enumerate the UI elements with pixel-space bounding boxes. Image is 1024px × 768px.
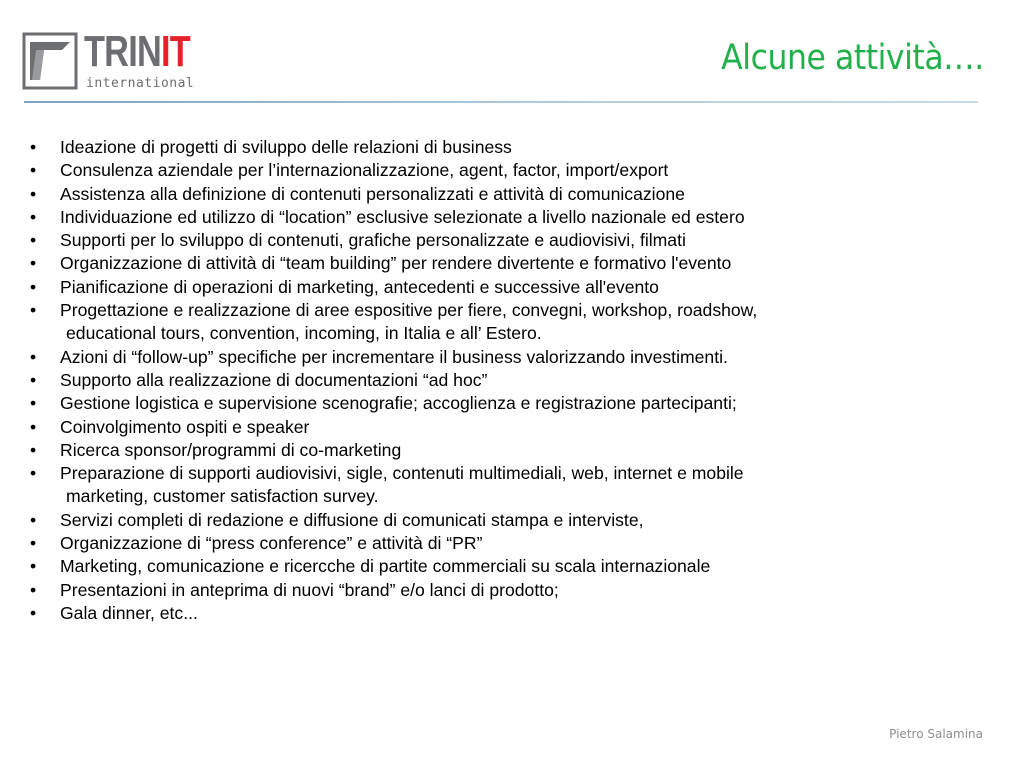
list-item-text-continued: marketing, customer satisfaction survey. [66,486,379,507]
list-item-text: Assistenza alla definizione di contenuti personalizzati e attività di comunicazione [60,183,685,204]
list-item [30,462,990,509]
list-item-text: Azioni di “follow-up” specifiche per incrementare il business valorizzando investimenti. [60,346,728,367]
list-item [30,532,990,555]
list-item-text: Preparazione di supporti audiovisivi, sigle, contenuti multimediali, web, internet e mobile [60,463,744,484]
list-item [30,369,990,392]
list-item-text: Ideazione di progetti di sviluppo delle relazioni di business [60,137,512,157]
bullet-icon: • [30,230,37,251]
trinit-logo-icon [22,32,78,90]
bullet-icon: • [30,416,37,437]
bullet-icon: • [30,439,37,460]
list-item-text: Progettazione e realizzazione di aree espositive per fiere, convegni, workshop, roadshow, [60,300,758,321]
list-item [30,416,990,439]
list-item [30,392,990,415]
list-item-text: Marketing, comunicazione e ricercche di partite commerciali su scala internazionale [60,556,711,577]
list-item [30,276,990,299]
list-item-text: Individuazione ed utilizzo di “location” esclusive selezionate a livello nazionale ed estero [60,206,745,227]
list-item [30,346,990,369]
page-title: Alcune attività…. [721,38,984,78]
logo-subtitle: international [86,76,195,91]
list-item-text: Supporto alla realizzazione di documentazioni “ad hoc” [60,369,488,390]
list-item-text: Ricerca sponsor/programmi di co-marketing [60,439,402,460]
list-item-text: Organizzazione di “press conference” e attività di “PR” [60,533,483,554]
bullet-icon: • [30,183,37,204]
list-item-text: Pianificazione di operazioni di marketing, antecedenti e successive all'evento [60,276,659,297]
list-item-text: Supporti per lo sviluppo di contenuti, grafiche personalizzate e audiovisivi, filmati [60,230,686,251]
footer-author: Pietro Salamina [889,727,983,741]
bullet-icon: • [30,253,37,274]
logo-wordmark [84,28,190,76]
bullet-icon: • [30,602,37,623]
bullet-icon: • [30,276,37,297]
list-item-text: Presentazioni in anteprima di nuovi “brand” e/o lanci di prodotto; [60,579,559,600]
bullet-icon: • [30,509,37,530]
list-item [30,136,990,159]
list-item [30,555,990,578]
list-item-text: Gala dinner, etc... [60,602,198,623]
bullet-icon: • [30,393,37,414]
bullet-icon: • [30,369,37,390]
list-item [30,439,990,462]
list-item-text: Coinvolgimento ospiti e speaker [60,416,310,437]
list-item [30,509,990,532]
list-item [30,229,990,252]
list-item [30,299,990,346]
logo-word-trin: TRIN [84,27,161,76]
list-item [30,252,990,275]
bullet-icon: • [30,137,37,157]
list-item [30,579,990,602]
list-item-text: Gestione logistica e supervisione scenografie; accoglienza e registrazione partecipanti; [60,393,737,414]
list-item-text: Consulenza aziendale per l’internazionalizzazione, agent, factor, import/export [60,160,669,181]
bullet-icon: • [30,206,37,227]
activities-list [30,136,990,625]
list-item-text-continued: educational tours, convention, incoming, in Italia e all’ Estero. [66,323,542,344]
list-item-text: Servizi completi di redazione e diffusione di comunicati stampa e interviste, [60,509,644,530]
header-divider [24,101,978,103]
bullet-icon: • [30,160,37,181]
logo-word-it: IT [160,27,190,76]
bullet-icon: • [30,533,37,554]
list-item [30,602,990,625]
bullet-icon: • [30,556,37,577]
bullet-icon: • [30,346,37,367]
bullet-icon: • [30,300,37,321]
bullet-icon: • [30,463,37,484]
list-item [30,206,990,229]
list-item [30,159,990,182]
list-item-text: Organizzazione di attività di “team building” per rendere divertente e formativo l'evento [60,253,732,274]
list-item [30,183,990,206]
company-logo [22,27,195,96]
bullet-icon: • [30,579,37,600]
